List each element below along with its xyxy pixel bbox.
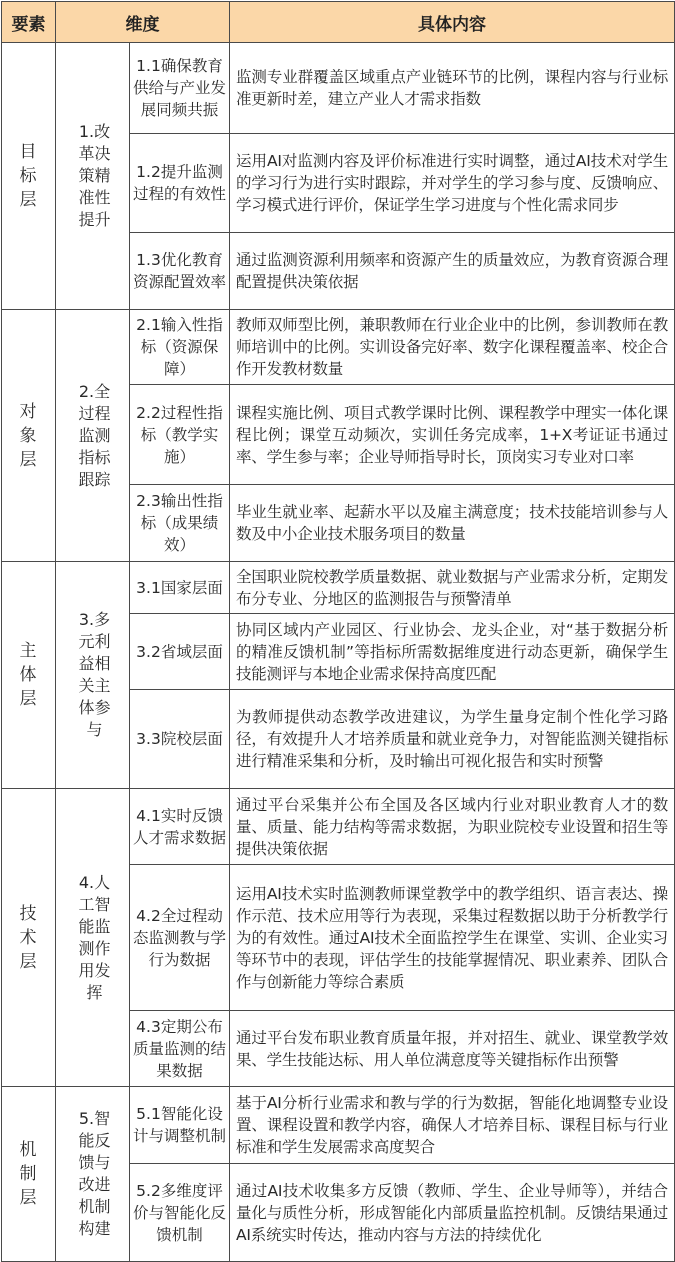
table-row (2, 43, 675, 134)
layer-cell: 机制层 (2, 1087, 56, 1262)
content-cell: 通过平台发布职业教育质量年报，并对招生、就业、课堂教学效果、学生技能达标、用人单位满意度等关键指标作出预警 (230, 1011, 675, 1087)
table-row (2, 1087, 675, 1164)
header-content: 具体内容 (230, 2, 675, 43)
sub-dimension-cell: 5.2多维度评价与智能化反馈机制 (130, 1164, 230, 1262)
content-cell: 毕业生就业率、起薪水平以及雇主满意度；技术技能培训参与人数及中小企业技术服务项目的数量 (230, 485, 675, 562)
header-dimension: 维度 (56, 2, 230, 43)
content-cell: 全国职业院校教学质量数据、就业数据与产业需求分析，定期发布分专业、分地区的监测报告与预警清单 (230, 562, 675, 614)
table-row (2, 310, 675, 385)
sub-dimension-cell: 2.3输出性指标（成果绩效） (130, 485, 230, 562)
sub-dimension-cell: 1.2提升监测过程的有效性 (130, 134, 230, 233)
sub-dimension-cell: 4.2全过程动态监测教与学行为数据 (130, 865, 230, 1011)
content-cell: 监测专业群覆盖区域重点产业链环节的比例，课程内容与行业标准更新时差，建立产业人才需求指数 (230, 43, 675, 134)
sub-dimension-cell: 4.3定期公布质量监测的结果数据 (130, 1011, 230, 1087)
header-row (2, 2, 675, 43)
sub-dimension-cell: 2.2过程性指标（教学实施） (130, 385, 230, 485)
framework-table (1, 1, 675, 1262)
table-row (2, 562, 675, 614)
content-cell: 协同区域内产业园区、行业协会、龙头企业，对“基于数据分析的精准反馈机制”等指标所需数据维度进行动态更新，确保学生技能测评与本地企业需求保持高度匹配 (230, 614, 675, 690)
content-cell: 运用AI对监测内容及评价标准进行实时调整，通过AI技术对学生的学习行为进行实时跟踪，并对学生的学习参与度、反馈响应、学习模式进行评价，保证学生学习进度与个性化需求同步 (230, 134, 675, 233)
content-cell: 通过平台采集并公布全国及各区域内行业对职业教育人才的数量、质量、能力结构等需求数据，为职业院校专业设置和招生等提供决策依据 (230, 789, 675, 865)
layer-cell: 主体层 (2, 562, 56, 789)
table-row (2, 789, 675, 865)
sub-dimension-cell: 2.1输入性指标（资源保障） (130, 310, 230, 385)
sub-dimension-cell: 4.1实时反馈人才需求数据 (130, 789, 230, 865)
content-cell: 通过监测资源利用频率和资源产生的质量效应，为教育资源合理配置提供决策依据 (230, 233, 675, 310)
sub-dimension-cell: 3.3院校层面 (130, 690, 230, 789)
layer-cell: 对象层 (2, 310, 56, 562)
layer-cell: 技术层 (2, 789, 56, 1087)
sub-dimension-cell: 1.1确保教育供给与产业发展同频共振 (130, 43, 230, 134)
content-cell: 通过AI技术收集多方反馈（教师、学生、企业导师等），并结合量化与质性分析，形成智能化内部质量监控机制。反馈结果通过AI系统实时传达，推动内容与方法的持续优化 (230, 1164, 675, 1262)
content-cell: 教师双师型比例，兼职教师在行业企业中的比例，参训教师在教师培训中的比例。实训设备完好率、数字化课程覆盖率、校企合作开发教材数量 (230, 310, 675, 385)
layer-cell: 目标层 (2, 43, 56, 310)
dimension-cell: 4.人工智能监测作用发挥 (56, 789, 130, 1087)
dimension-cell: 5.智能反馈与改进机制构建 (56, 1087, 130, 1262)
content-cell: 基于AI分析行业需求和教与学的行为数据，智能化地调整专业设置、课程设置和教学内容，确保人才培养目标、课程目标与行业标准和学生发展需求高度契合 (230, 1087, 675, 1164)
dimension-cell: 2.全过程监测指标跟踪 (56, 310, 130, 562)
content-cell: 课程实施比例、项目式教学课时比例、课程教学中理实一体化课程比例；课堂互动频次，实训任务完成率，1+X考证证书通过率、学生参与率；企业导师指导时长，顶岗实习专业对口率 (230, 385, 675, 485)
header-element: 要素 (2, 2, 56, 43)
dimension-cell: 1.改革决策精准性提升 (56, 43, 130, 310)
sub-dimension-cell: 5.1智能化设计与调整机制 (130, 1087, 230, 1164)
dimension-cell: 3.多元利益相关主体参与 (56, 562, 130, 789)
sub-dimension-cell: 3.1国家层面 (130, 562, 230, 614)
sub-dimension-cell: 1.3优化教育资源配置效率 (130, 233, 230, 310)
sub-dimension-cell: 3.2省域层面 (130, 614, 230, 690)
content-cell: 运用AI技术实时监测教师课堂教学中的教学组织、语言表达、操作示范、技术应用等行为表现，采集过程数据以助于分析教学行为的有效性。通过AI技术全面监控学生在课堂、实训、企业实习等环节中的表现，评估学生的技能掌握情况、职业素养、团队合作与创新能力等综合素质 (230, 865, 675, 1011)
content-cell: 为教师提供动态教学改进建议，为学生量身定制个性化学习路径，有效提升人才培养质量和就业竞争力，对智能监测关键指标进行精准采集和分析，及时输出可视化报告和实时预警 (230, 690, 675, 789)
